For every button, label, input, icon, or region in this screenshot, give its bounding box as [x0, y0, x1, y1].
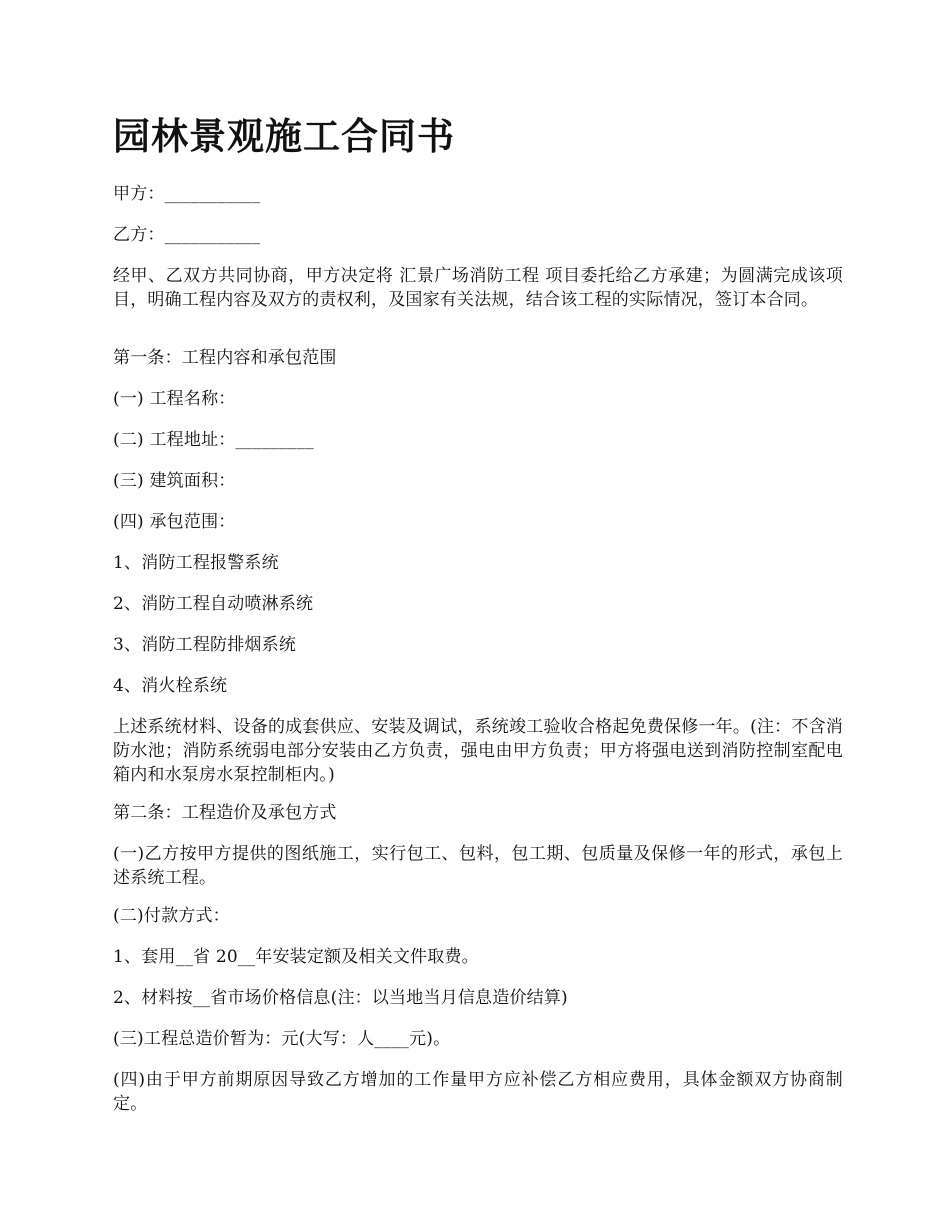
scope-item-hydrant: 4、消火栓系统 — [113, 676, 228, 696]
article-2-heading: 第二条：工程造价及承包方式 — [113, 803, 337, 823]
contract-method-paragraph: (一)乙方按甲方提供的图纸施工，实行包工、包料，包工期、包质量及保修一年的形式，承包上述系统工程。 — [113, 844, 843, 888]
scope-item-sprinkler: 2、消防工程自动喷淋系统 — [113, 594, 314, 614]
party-b-line: 乙方：___________ — [113, 225, 261, 245]
payment-item-material-price: 2、材料按__省市场价格信息(注：以当地当月信息造价结算) — [113, 988, 568, 1008]
article-1-heading: 第一条：工程内容和承包范围 — [113, 348, 337, 368]
scope-item-smoke-control: 3、消防工程防排烟系统 — [113, 635, 297, 655]
document-title: 园林景观施工合同书 — [113, 114, 455, 158]
payment-item-quota: 1、套用__省 20__年安装定额及相关文件取费。 — [113, 947, 479, 967]
party-a-line: 甲方：___________ — [113, 184, 261, 204]
scope-item-alarm: 1、消防工程报警系统 — [113, 553, 279, 573]
payment-method-line: (二)付款方式： — [113, 906, 230, 926]
project-address-line: (二) 工程地址：_________ — [113, 430, 314, 450]
compensation-paragraph: (四)由于甲方前期原因导致乙方增加的工作量甲方应补偿乙方相应费用，具体金额双方协商制定。 — [113, 1070, 843, 1114]
scope-note-paragraph: 上述系统材料、设备的成套供应、安装及调试，系统竣工验收合格起免费保修一年。(注：不含消防水池；消防系统弱电部分安装由乙方负责，强电由甲方负责；甲方将强电送到消防控制室配电箱内和水泵房水泵控制柜内。) — [113, 717, 843, 785]
total-cost-line: (三)工程总造价暂为：元(大写：人____元)。 — [113, 1029, 451, 1049]
building-area-line: (三) 建筑面积： — [113, 471, 236, 491]
preamble-paragraph: 经甲、乙双方共同协商，甲方决定将 汇景广场消防工程 项目委托给乙方承建；为圆满完成该项目，明确工程内容及双方的责权利，及国家有关法规，结合该工程的实际情况，签订本合同。 — [113, 266, 843, 310]
contract-scope-line: (四) 承包范围： — [113, 512, 236, 532]
project-name-line: (一) 工程名称： — [113, 389, 236, 409]
